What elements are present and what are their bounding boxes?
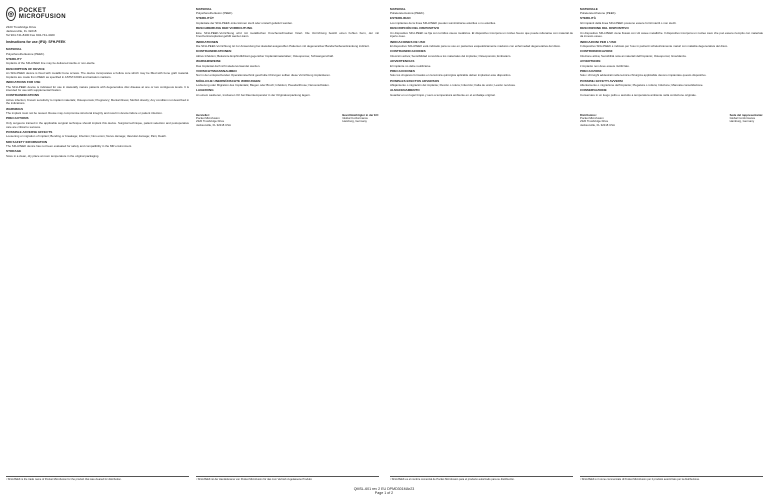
section-heading: DESCRIPTION OF DEVICE [6,66,45,71]
section-body: The implant must not be reused. Reuse may compromise structural integrity and result in device failure or patient infection. [6,111,163,116]
address-section-it [580,114,763,128]
section-heading: DESCRIZIONE DEL DISPOSITIVO [580,26,629,31]
section-heading: POSSIBLE ADVERSE EFFECTS [6,129,53,134]
address-card-line: Sede del rappresentante: [729,112,763,117]
section-heading: WARNHINWEISE [196,59,221,64]
section-body: Aflojamiento o migración del implante; Flexión o rotura; Infección; Falta de unión; Lesión nerviosa. [390,83,516,88]
section-body: Implants of the SFH-PEEK line may be delivered sterile or non-sterile. [6,61,96,66]
section-body: Gli impianti della linea SFH-PEEK possono essere forniti sterili o non sterili. [580,20,677,25]
footnote-es: ¹ SFH-PEEK es el nombre comercial de Pocket Microfusion para el producto autorizado para su distribución. [390,476,573,481]
section-body: Loosening or migration of implant; Bending or breakage; Infection; Non-union; Nerve damage; Vascular damage; Pain; Death. [6,134,167,139]
section-heading: STERILITÄT [196,16,214,21]
section-heading: LAGERUNG [196,88,214,93]
logo-mark-icon: ◎ [6,7,16,21]
address-card-line: Hamburg, Germany [729,119,755,124]
section-body: Store in a clean, dry place at room temperature in the original packaging. [6,153,100,158]
section-heading: POSSIBILI EFFETTI AVVERSI [580,78,623,83]
section-body: Infezione attiva; Sensibilità nota ai materiali dell'impianto; Osteoporosi; Gravidanza. [580,53,687,58]
column-de-sections [196,8,379,98]
section-heading: INDICACIONES DE USO [390,39,426,44]
page-footer [0,487,768,495]
section-body: Active infection; Known sensitivity to implant materials; Osteoporosis; Pregnancy; Mental illness; Morbid obesity; Any condition not described in the indications. [6,97,189,106]
address-card [730,114,763,128]
section-heading: DESCRIPCIÓN DEL DISPOSITIVO [390,26,440,31]
address-card-line: Hamburg, Germany [342,119,367,124]
address-line-1: 2320 Trowbridge Drive [6,26,37,29]
section-heading: VORSICHTSMASSNAHMEN [196,68,237,73]
section-heading: INDICATIONS FOR USE [6,79,41,84]
address-card-line: Pocket Microfusion [196,116,220,121]
section-heading: MATERIAL [390,6,406,11]
section-body: Los implantes de la línea SFH-PEEK pueden suministrarse estériles o no estériles. [390,20,497,25]
section-body: Implantate der SFH-PEEK-Linie können steril oder unsteril geliefert werden. [196,20,293,25]
section-heading: ADVERTENCIAS [390,59,415,64]
section-heading: PRECAUCIONES [390,68,415,73]
section-body: Allentamento o migrazione dell'impianto; Piegatura o rottura; Infezione; Mancata consolidazione. [580,83,704,88]
address-card-line: Bevollmächtigter in der EU: [342,112,379,117]
section-heading: MATERIAL [6,46,22,51]
brand-name: POCKET MICROFUSION [18,8,66,20]
section-heading: STERILITÀ [580,16,596,21]
section-body: Solo los cirujanos formados en la técnica quirúrgica aplicable deben implantar este dispositivo. [390,73,512,78]
section-heading: MATERIALE [580,6,598,11]
address-line-2: Jacksonville, FL 32218 [6,28,37,33]
section-body: An einem sauberen, trockenen Ort bei Raumtemperatur in der Originalverpackung lagern. [196,93,311,98]
section-body: Die SFH-PEEK-Vorrichtung ist zur Anwendung bei skelettal ausgereiften Patienten mit degenerativer Bandscheibenerkrankung indiziert. [196,44,370,49]
address-card-line: Jacksonville, FL 32218 USA [196,122,231,127]
address-card-line: 2320 Trowbridge Drive [580,119,609,124]
document-number: QMSL-601 rev 2 EU DPMD301MAr23 [353,487,415,491]
section-heading: ALMACENAMIENTO [390,88,420,93]
section-body: Un dispositivo SFH-PEEK se fija con tornillos óseos metálicos. El dispositivo incorpora un núcleo hueco que puede rellenarse con material de injerto óseo. [390,30,573,39]
column-italian [580,6,763,484]
address-card-line: Global Conformance [729,116,756,121]
footnote-de: ¹ SFH-PEEK ist der Handelsname von Pocket Microfusion für das zum Vertrieb zugelassene Produkt. [196,476,379,481]
address-card-line: Global Conformance [342,116,368,121]
section-heading: POSIBLES EFECTOS ADVERSOS [390,78,440,83]
address-card-line: Distributore: [580,112,597,117]
company-logo [6,4,66,24]
column-es-sections [390,8,573,98]
section-heading: MATERIAL [196,6,212,11]
section-body: Solo i chirurghi addestrati nella tecnica chirurgica applicabile devono impiantare questo dispositivo. [580,73,707,78]
column-german [196,6,379,484]
section-heading: INDIKATIONEN [196,39,219,44]
section-heading: CONTROINDICAZIONI [580,49,613,54]
section-body: Aktive Infektion; Bekannte Empfindlichkeit gegenüber Implantatmaterialien; Osteoporose; Schwangerschaft. [196,53,334,58]
address-line-3: Tel 904-741-8400 Fax 904-741-4020 [6,32,55,37]
column-it-sections [580,8,763,98]
section-body: Lockerung oder Migration des Implantats; Biegen oder Bruch; Infektion; Pseudarthrose; Nervenschäden. [196,83,330,88]
address-card [196,114,231,128]
section-body: Un dispositivo SFH-PEEK viene fissato con viti ossee metalliche. Il dispositivo incorpora un nucleo cavo che può essere riempito con materiale da innesto osseo. [580,30,763,39]
page-number: Page 1 of 2 [374,491,394,495]
section-body: Polietereterchetone (PEEK). [580,11,617,16]
section-heading: ESTERILIDAD [390,16,411,21]
section-body: Das Implantat darf nicht wiederverwendet werden. [196,63,261,68]
section-body: Infección activa; Sensibilidad conocida a los materiales del implante; Osteoporosis; Embarazo. [390,53,512,58]
section-body: Eine SFH-PEEK-Vorrichtung wird mit metallischen Knochenschrauben fixiert. Die Vorrichtung besitzt einen hohlen Kern, der mit Knochentransplantat gefüllt werden kann. [196,30,379,39]
section-body: An SFH-PEEK device is fixed with metallic bone screws. The device incorporates a hollow core which may be filled with bone graft material. Implants are made from PEEK as specified in ASTM F2026 and tantalum markers. [6,71,189,79]
section-body: Polyetheretherketon (PEEK). [196,11,234,16]
section-heading: BESCHREIBUNG DER VORRICHTUNG [196,26,253,31]
section-heading: INDICAZIONI PER L'USO [580,39,617,44]
address-card [342,114,379,128]
section-heading: CONSERVAZIONE [580,88,607,93]
column-en-sections [6,48,189,159]
section-body: The SFH-PEEK device has not been evaluated for safety and compatibility in the MR environment. [6,144,132,149]
section-body: Il dispositivo SFH-PEEK è indicato per l'uso in pazienti scheletricamente maturi con malattia degenerativa del disco. [580,44,729,49]
section-heading: STERILITY [6,56,22,61]
address-card-line: Jacksonville, FL 32218 USA [580,122,615,127]
section-body: Only surgeons trained in the applicable surgical technique should implant this device. Surgical technique, patient selection and postoperative care are critical to success. [6,121,189,129]
address-block [6,26,189,37]
section-heading: CONTRAINDICACIONES [390,49,426,54]
section-heading: AVVERTENZE [580,59,601,64]
section-body: The SFH-PEEK device is indicated for use in skeletally mature patients with degenerative disc disease at one or two contiguous levels. It is intended for use with supplemental fixation. [6,84,189,93]
section-heading: PRECAUTIONS [6,116,29,121]
section-heading: KONTRAINDIKATIONEN [196,49,232,54]
address-card-line: Pocket Microfusion [580,116,604,121]
footnote-en: ¹ SFH-PEEK is the trade name of Pocket Microfusion for the product that was cleared for distribution. [6,476,189,481]
section-body: Polieteretercetona (PEEK). [390,11,425,16]
section-body: Guardar en un lugar limpio y seco a temperatura ambiente en el embalaje original. [390,93,496,98]
section-heading: CONTRAINDICATIONS [6,93,40,98]
address-section-de [196,114,379,128]
section-body: Conservare in un luogo pulito e asciutto a temperatura ambiente nella confezione originale. [580,93,697,98]
section-heading: MÖGLICHE UNERWÜNSCHTE WIRKUNGEN [196,78,261,83]
section-heading: STORAGE [6,149,22,154]
section-heading: WARNINGS [6,106,24,111]
section-body: El dispositivo SFH-PEEK está indicado para su uso en pacientes esqueléticamente maduros con enfermedad degenerativa del disco. [390,44,561,49]
address-card-line: 2320 Trowbridge Drive [196,119,225,124]
section-body: El implante no debe reutilizarse. [390,63,432,68]
section-heading: PRECAUZIONI [580,68,602,73]
section-heading: MRI SAFETY INFORMATION [6,139,48,144]
column-english [6,26,189,476]
footnote-it: ¹ SFH-PEEK è il nome commerciale di Pocket Microfusion per il prodotto autorizzato per la distribuzione. [580,476,763,481]
address-card-line: Hersteller: [196,112,210,117]
section-body: Polyetheretherketone (PEEK). [6,51,45,56]
section-body: L'impianto non deve essere riutilizzato. [580,63,630,68]
document-title: Instructions for use (IFU): SFH-PEEK [6,40,66,45]
column-spanish [390,6,573,484]
section-body: Nur in der entsprechenden Operationstechnik geschulte Chirurgen sollten diese Vorrichtung implantieren. [196,73,331,78]
address-card [580,114,615,128]
